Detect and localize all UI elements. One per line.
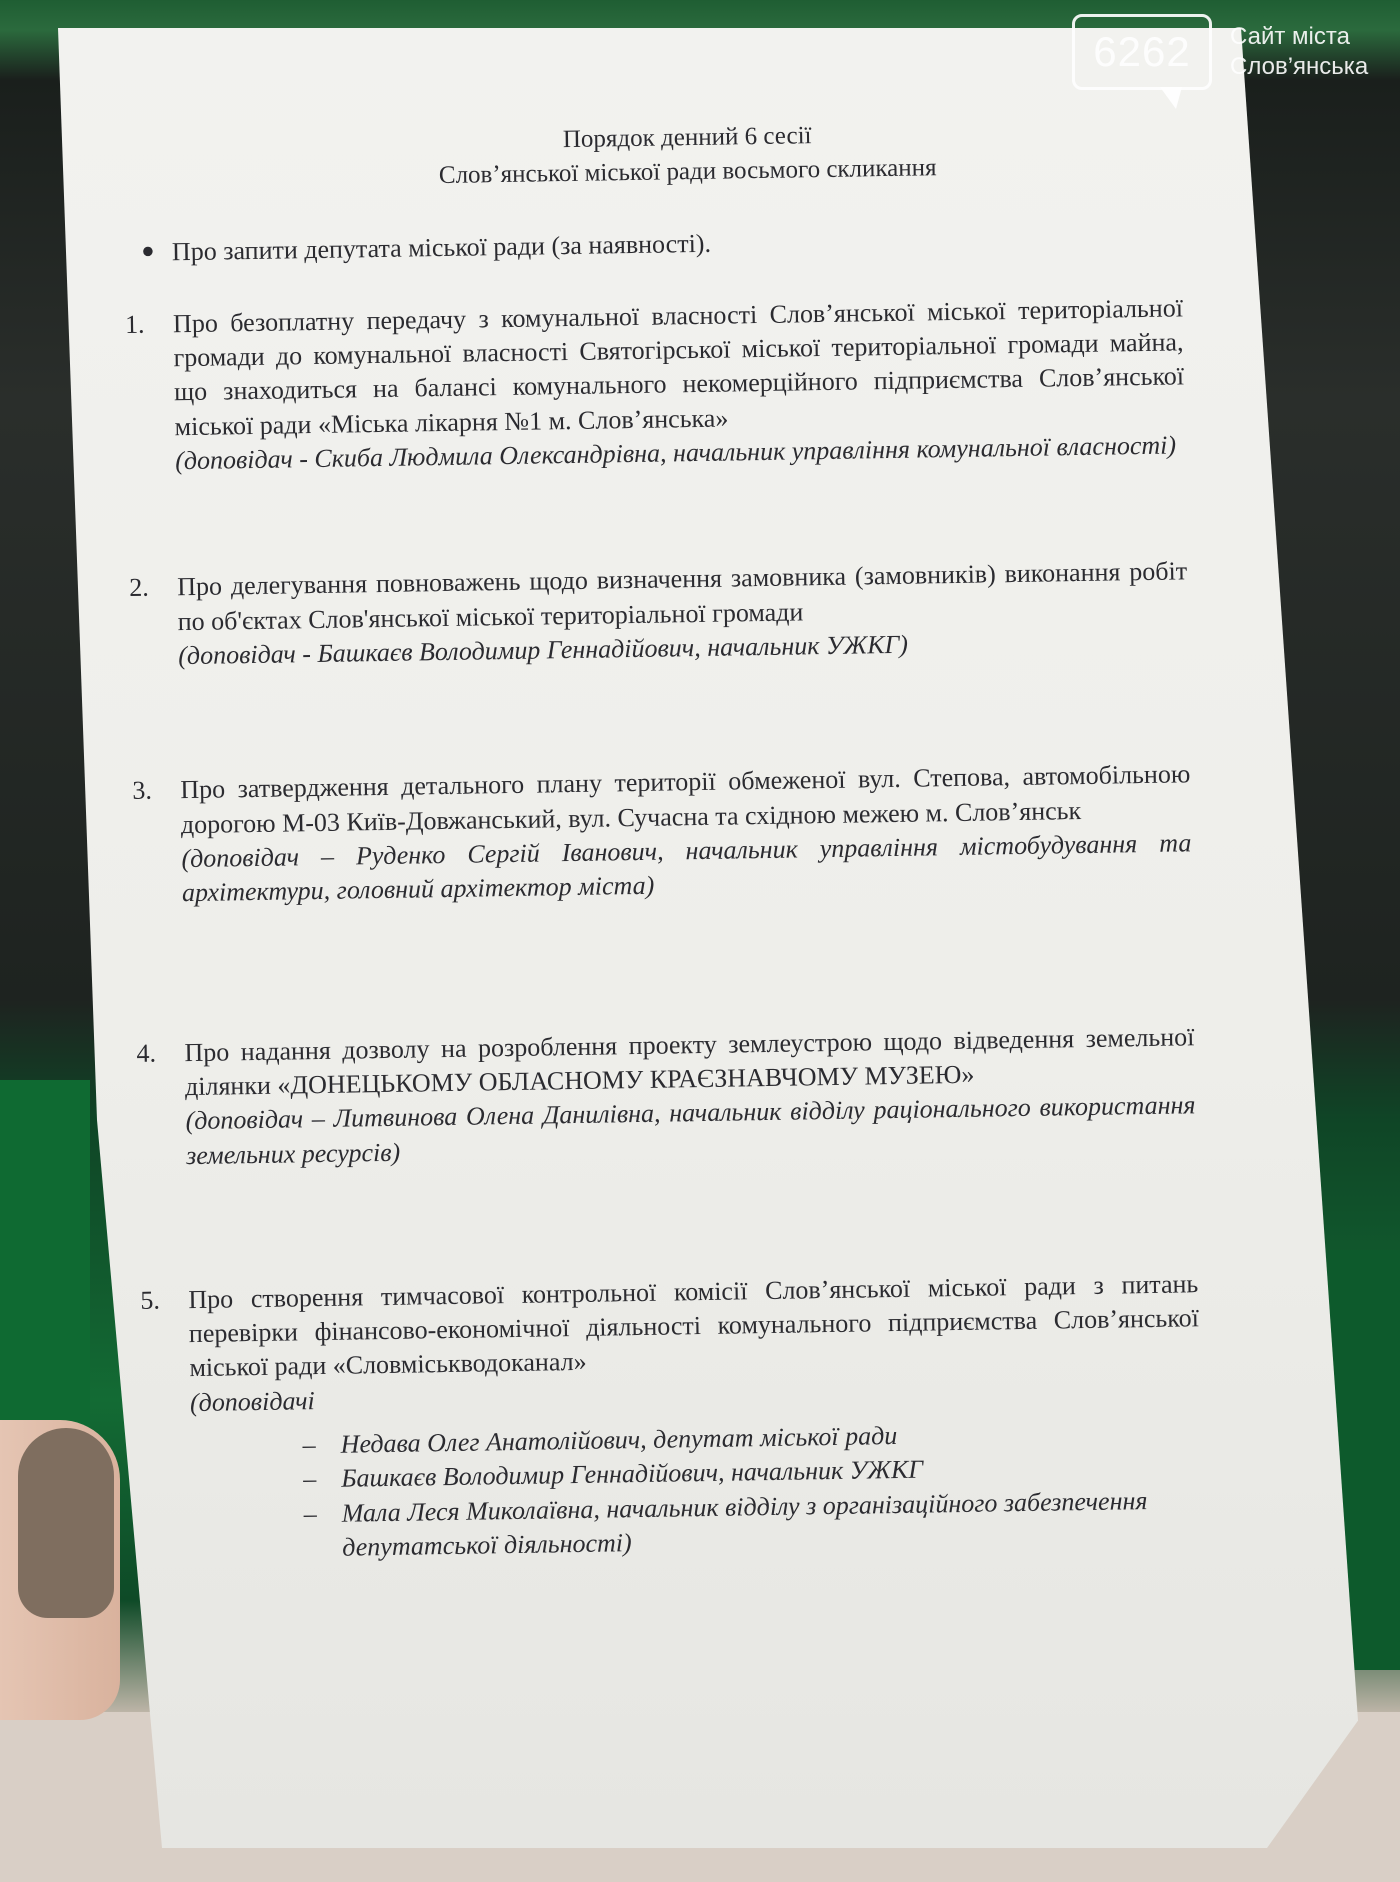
title-line-2: Слов’янської міської ради восьмого скликання [438, 153, 937, 189]
item-number: 3. [132, 775, 153, 806]
reporters-list [302, 1414, 1204, 1565]
item-text: Про делегування повноважень щодо визначення замовника (замовників) виконання робіт по об'єктах Слов'янської міської територіальної громади [176, 556, 1188, 636]
reporter-name: Недава Олег Анатолійович, депутат міської ради [340, 1421, 898, 1459]
item-text: Про безоплатну передачу з комунальної власності Слов’янської міської територіальної громади до комунальної власності Святогірської міської територіальної громади майна, що знаходиться на балансі комунального некомерційного підприємства Слов’янської міської ради «Міська лікарня №1 м. Слов’янська» [172, 293, 1185, 441]
reporter-name: Башкаєв Володимир Геннадійович, начальник УЖКГ [340, 1454, 924, 1494]
item-text: Про створення тимчасової контрольної комісії Слов’янської міської ради з питань перевірки фінансово-економічної діяльності комунального підприємства Слов’янської міської ради «Словміськводоканал» [188, 1269, 1200, 1383]
agenda-item-1 [125, 291, 1218, 480]
fingernail [18, 1428, 114, 1618]
item-reporter: (доповідач - Скиба Людмила Олександрівна, начальник управління комунальної власності) [174, 430, 1177, 476]
item-reporter: (доповідач – Литвинова Олена Данилівна, начальник відділу раціонального використання земельних ресурсів) [185, 1090, 1196, 1170]
item-text: Про затвердження детального плану території обмеженої вул. Степова, автомобільною дорогою М-03 Київ-Довжанський, вул. Сучасна та східною межею м. Слов’янськ [180, 759, 1191, 839]
bullet-dot-icon: ● [141, 237, 155, 263]
site-caption-line-2: Слов’янська [1230, 53, 1369, 80]
agenda-item-3 [132, 757, 1224, 911]
item-number: 1. [124, 309, 145, 339]
site-caption-line-1: Сайт міста [1230, 23, 1350, 50]
item-number: 4. [136, 1038, 157, 1068]
bullet-item [124, 218, 1214, 269]
bullet-text: Про запити депутата міської ради (за наявності). [171, 228, 712, 266]
logo-speech-tail [1160, 87, 1182, 109]
item-reporter: (доповідач – Руденко Сергій Іванович, начальник управління містобудування та архітектури, головний архітектор міста) [181, 828, 1192, 908]
site-logo: 6262 [1072, 14, 1212, 90]
agenda-document [122, 113, 1234, 1568]
dash-mark: – [302, 1464, 317, 1494]
item-text: Про надання дозволу на розроблення проекту землеустрою щодо відведення земельної ділянки «ДОНЕЦЬКОМУ ОБЛАСНОМУ КРАЄЗНАВЧОМУ МУЗЕЮ» [184, 1021, 1195, 1102]
agenda-item-2 [129, 554, 1220, 674]
agenda-item-4 [136, 1019, 1228, 1173]
reporter-entry [303, 1483, 1204, 1566]
dash-mark: – [302, 1430, 316, 1460]
site-caption [1230, 22, 1368, 82]
reporter-name: Мала Леся Миколаївна, начальник відділу з організаційного забезпечення депутатської діяльності) [341, 1485, 1148, 1562]
title-line-1: Порядок денний 6 сесії [562, 122, 812, 154]
agenda-item-5 [140, 1267, 1232, 1421]
item-reporter: (доповідач - Башкаєв Володимир Геннадійович, начальник УЖКГ) [178, 629, 909, 671]
item-number: 2. [128, 573, 149, 603]
dash-mark: – [303, 1498, 317, 1529]
item-number: 5. [140, 1285, 161, 1315]
item-reporter: (доповідачі [189, 1385, 315, 1417]
